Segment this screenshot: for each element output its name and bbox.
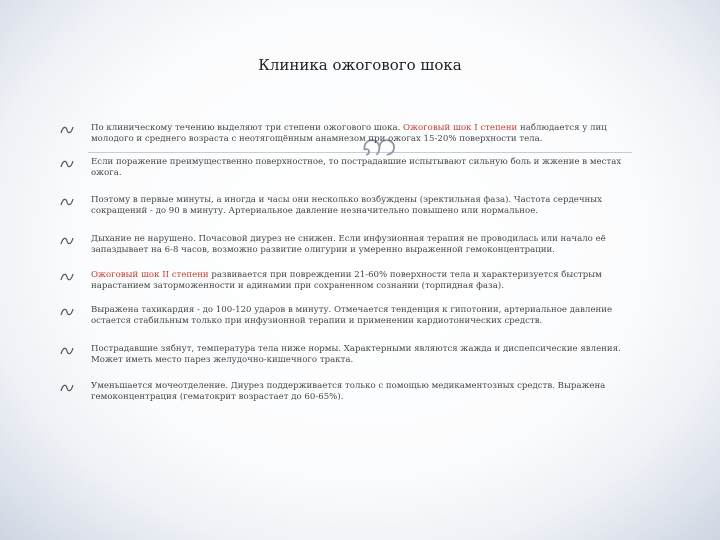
curl-bullet-icon (60, 236, 74, 246)
decorative-ornament: ဢ (362, 123, 398, 164)
divider-line (88, 152, 632, 153)
bullet-text: Если поражение преимущественно поверхностное, то пострадавшие испытывают сильную боль и жжение в местах ожога. (91, 157, 622, 178)
bullet-text: Ожоговый шок II степени развивается при повреждении 21-60% поверхности тела и характеризуется быстрым нарастанием заторможенности и адинамии при сохраненном сознании (торпидная фаза). (91, 270, 602, 291)
bullet-text: Поэтому в первые минуты, а иногда и часы они несколько возбуждены (эректильная фаза). Частота сердечных сокращений - до 90 в минуту. Артериальное давление незначительно повышено или нормальное. (91, 195, 602, 216)
curl-bullet-icon (60, 307, 74, 317)
curl-bullet-icon (60, 272, 74, 282)
bullet-text: Уменьшается мочеотделение. Диурез поддерживается только с помощью медикаментозных средств. Выражена гемоконцентрация (гематокрит возрастает до 60-65%). (91, 381, 606, 402)
curl-bullet-icon (60, 383, 74, 393)
bullet-text: По клиническому течению выделяют три степени ожогового шока. Ожоговый шок I степени наблюдается у лиц молодого и среднего возраста с неотягощённым анамнезом при ожогах 15-20% поверхности тела. (91, 123, 607, 144)
highlight-text: Ожоговый шок II степени (91, 270, 209, 280)
bullet-text: Выражена тахикардия - до 100-120 ударов в минуту. Отмечается тенденция к гипотонии, артериальное давление остается стабильным только при инфузионной терапии и применении кардиотонических средств. (91, 305, 613, 326)
slide-title: Клиника ожогового шока (258, 56, 462, 74)
curl-bullet-icon (60, 125, 74, 135)
curl-bullet-icon (60, 346, 74, 356)
bullet-text: Дыхание не нарушено. Почасовой диурез не снижен. Если инфузионная терапия не проводилась или начало её запаздывает на 6-8 часов, возможно развитие олигурии и умеренно выраженной гемоконцентрации. (91, 234, 606, 255)
curl-bullet-icon (60, 159, 74, 169)
highlight-text: Ожоговый шок I степени (403, 123, 518, 133)
curl-bullet-icon (60, 197, 74, 207)
bullet-text: Пострадавшие зябнут, температура тела ниже нормы. Характерными являются жажда и диспепсические явления. Может иметь место парез желудочно-кишечного тракта. (91, 344, 621, 365)
